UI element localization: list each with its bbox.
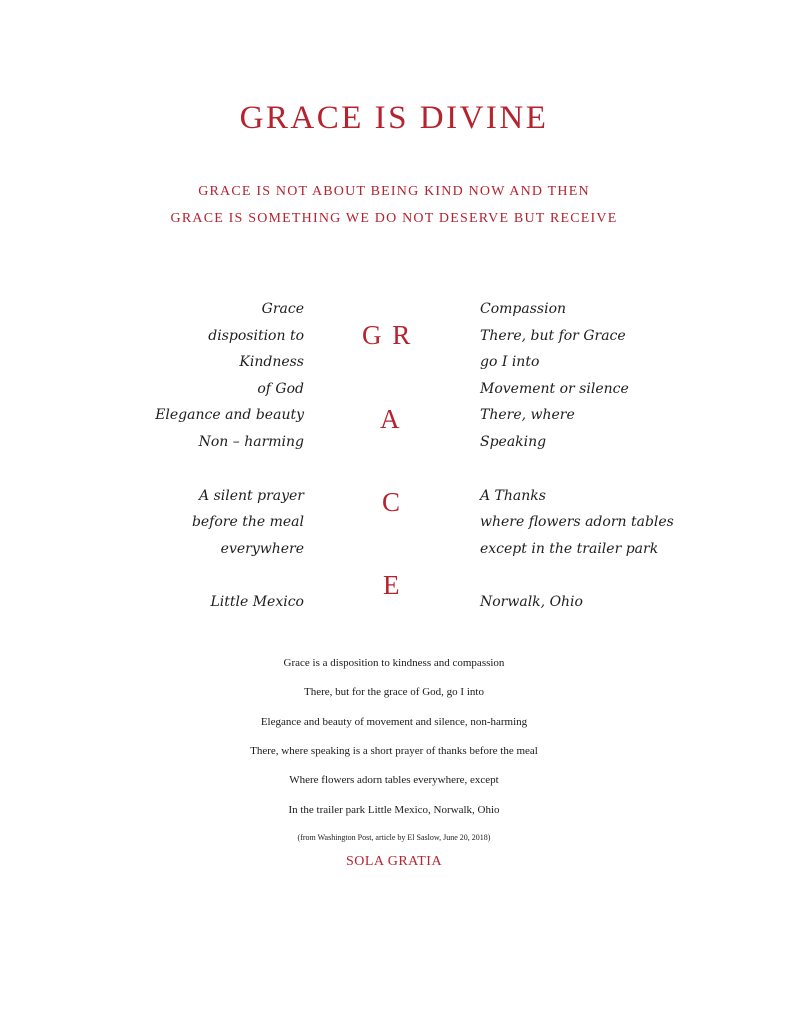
acrostic-right-line: where flowers adorn tables	[480, 514, 674, 530]
acrostic-right-line: Movement or silence	[480, 381, 629, 397]
body-line: There, but for the grace of God, go I into	[304, 686, 484, 698]
body-line: There, where speaking is a short prayer of thanks before the meal	[250, 745, 538, 757]
citation: (from Washington Post, article by El Saslow, June 20, 2018)	[297, 833, 491, 842]
acrostic-right-line: Speaking	[480, 434, 547, 450]
acrostic-left-line: of God	[257, 381, 304, 397]
acrostic-right-line: There, but for Grace	[480, 328, 626, 344]
acrostic-left-line: Kindness	[239, 354, 304, 370]
acrostic-right-line: There, where	[480, 407, 575, 423]
body-line: In the trailer park Little Mexico, Norwalk, Ohio	[288, 804, 500, 816]
acrostic-letters-gr: G R	[362, 320, 413, 350]
acrostic-left-line: Grace	[261, 301, 304, 317]
body-line: Where flowers adorn tables everywhere, except	[289, 774, 499, 786]
subtitle-line-1: GRACE IS NOT ABOUT BEING KIND NOW AND THEN	[198, 184, 590, 199]
body-line: Elegance and beauty of movement and silence, non-harming	[260, 716, 528, 728]
acrostic-letter-e: E	[383, 570, 402, 600]
acrostic-letter-a: A	[380, 404, 402, 434]
acrostic-letter-c: C	[382, 487, 403, 517]
acrostic-left-line: everywhere	[220, 541, 304, 557]
acrostic-right-line: except in the trailer park	[480, 541, 659, 557]
acrostic-left-line: Elegance and beauty	[155, 407, 304, 423]
subtitle-line-2: GRACE IS SOMETHING WE DO NOT DESERVE BUT RECEIVE	[170, 211, 618, 226]
acrostic-left-line: Little Mexico	[210, 594, 304, 610]
acrostic-left-line: Non – harming	[198, 434, 304, 450]
closing-phrase: SOLA GRATIA	[345, 854, 443, 869]
acrostic-left-line: A silent prayer	[199, 488, 304, 504]
page-title: GRACE IS DIVINE	[239, 100, 549, 136]
acrostic-right-line: Norwalk, Ohio	[480, 594, 583, 610]
acrostic-left-line: disposition to	[208, 328, 304, 344]
acrostic-right-line: go I into	[480, 354, 540, 370]
acrostic-left-line: before the meal	[191, 514, 304, 530]
body-line: Grace is a disposition to kindness and compassion	[283, 657, 505, 669]
acrostic-right-line: A Thanks	[480, 488, 546, 504]
acrostic-right-line: Compassion	[480, 301, 567, 317]
